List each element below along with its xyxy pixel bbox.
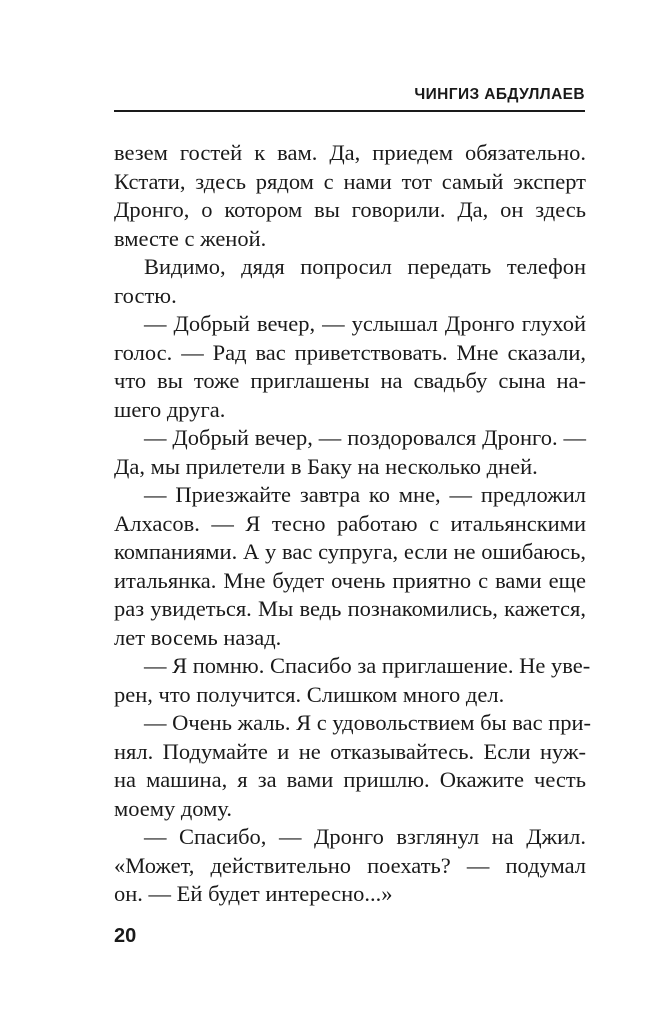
text-line: итальянка. Мне будет очень приятно с вами еще (114, 567, 586, 593)
text-line: шего друга. (114, 396, 226, 422)
text-line: Видимо, дядя попросил передать телефон (144, 254, 586, 279)
paragraph (114, 709, 592, 823)
author-name: ЧИНГИЗ АБДУЛЛАЕВ (414, 86, 585, 103)
text-line: — Я помню. Спасибо за приглашение. Не уве- (144, 653, 591, 678)
paragraph (114, 652, 591, 709)
paragraph (114, 481, 586, 652)
text-line: лет восемь назад. (114, 624, 282, 650)
text-line: раз увидеться. Мы ведь познакомились, кажется, (114, 596, 586, 621)
body-text (114, 139, 592, 909)
text-line: нял. Подумайте и не отказывайтесь. Если нуж- (114, 738, 586, 764)
text-line: что вы тоже приглашены на свадьбу сына на- (114, 368, 586, 393)
text-line: компаниями. А у вас супруга, если не ошибаюсь, (114, 539, 586, 564)
text-line: Алхасов. — Я тесно работаю с итальянскими (114, 510, 586, 536)
text-line: рен, что получится. Слишком много дел. (114, 681, 505, 707)
text-line: — Добрый вечер, — услышал Дронго глухой (144, 311, 586, 336)
text-line: — Спасибо, — Дронго взглянул на Джил. (144, 824, 586, 849)
text-line: он. — Ей будет интересно...» (114, 881, 393, 906)
text-line: Кстати, здесь рядом с нами тот самый эксперт (114, 168, 586, 194)
running-head (114, 84, 585, 112)
paragraph (114, 253, 586, 310)
text-line: голос. — Рад вас приветствовать. Мне сказали, (114, 339, 586, 365)
paragraph (114, 139, 586, 253)
text-line: на машина, я за вами пришлю. Окажите честь (114, 767, 586, 792)
text-line: везем гостей к вам. Да, приедем обязательно. (114, 140, 586, 165)
text-line: моему дому. (114, 795, 232, 821)
paragraph (114, 310, 586, 424)
text-line: — Приезжайте завтра ко мне, — предложил (144, 482, 586, 507)
text-line: Дронго, о котором вы говорили. Да, он здесь (114, 197, 586, 222)
text-line: — Очень жаль. Я с удовольствием бы вас при- (144, 710, 592, 735)
page-number: 20 (114, 925, 137, 947)
paragraph (114, 424, 586, 481)
text-line: вместе с женой. (114, 225, 267, 251)
paragraph (114, 823, 586, 909)
text-line: гостю. (114, 282, 177, 308)
text-line: «Может, действительно поехать? — подумал (114, 852, 586, 878)
text-line: Да, мы прилетели в Баку на несколько дней. (114, 453, 538, 479)
text-line: — Добрый вечер, — поздоровался Дронго. — (144, 425, 586, 450)
